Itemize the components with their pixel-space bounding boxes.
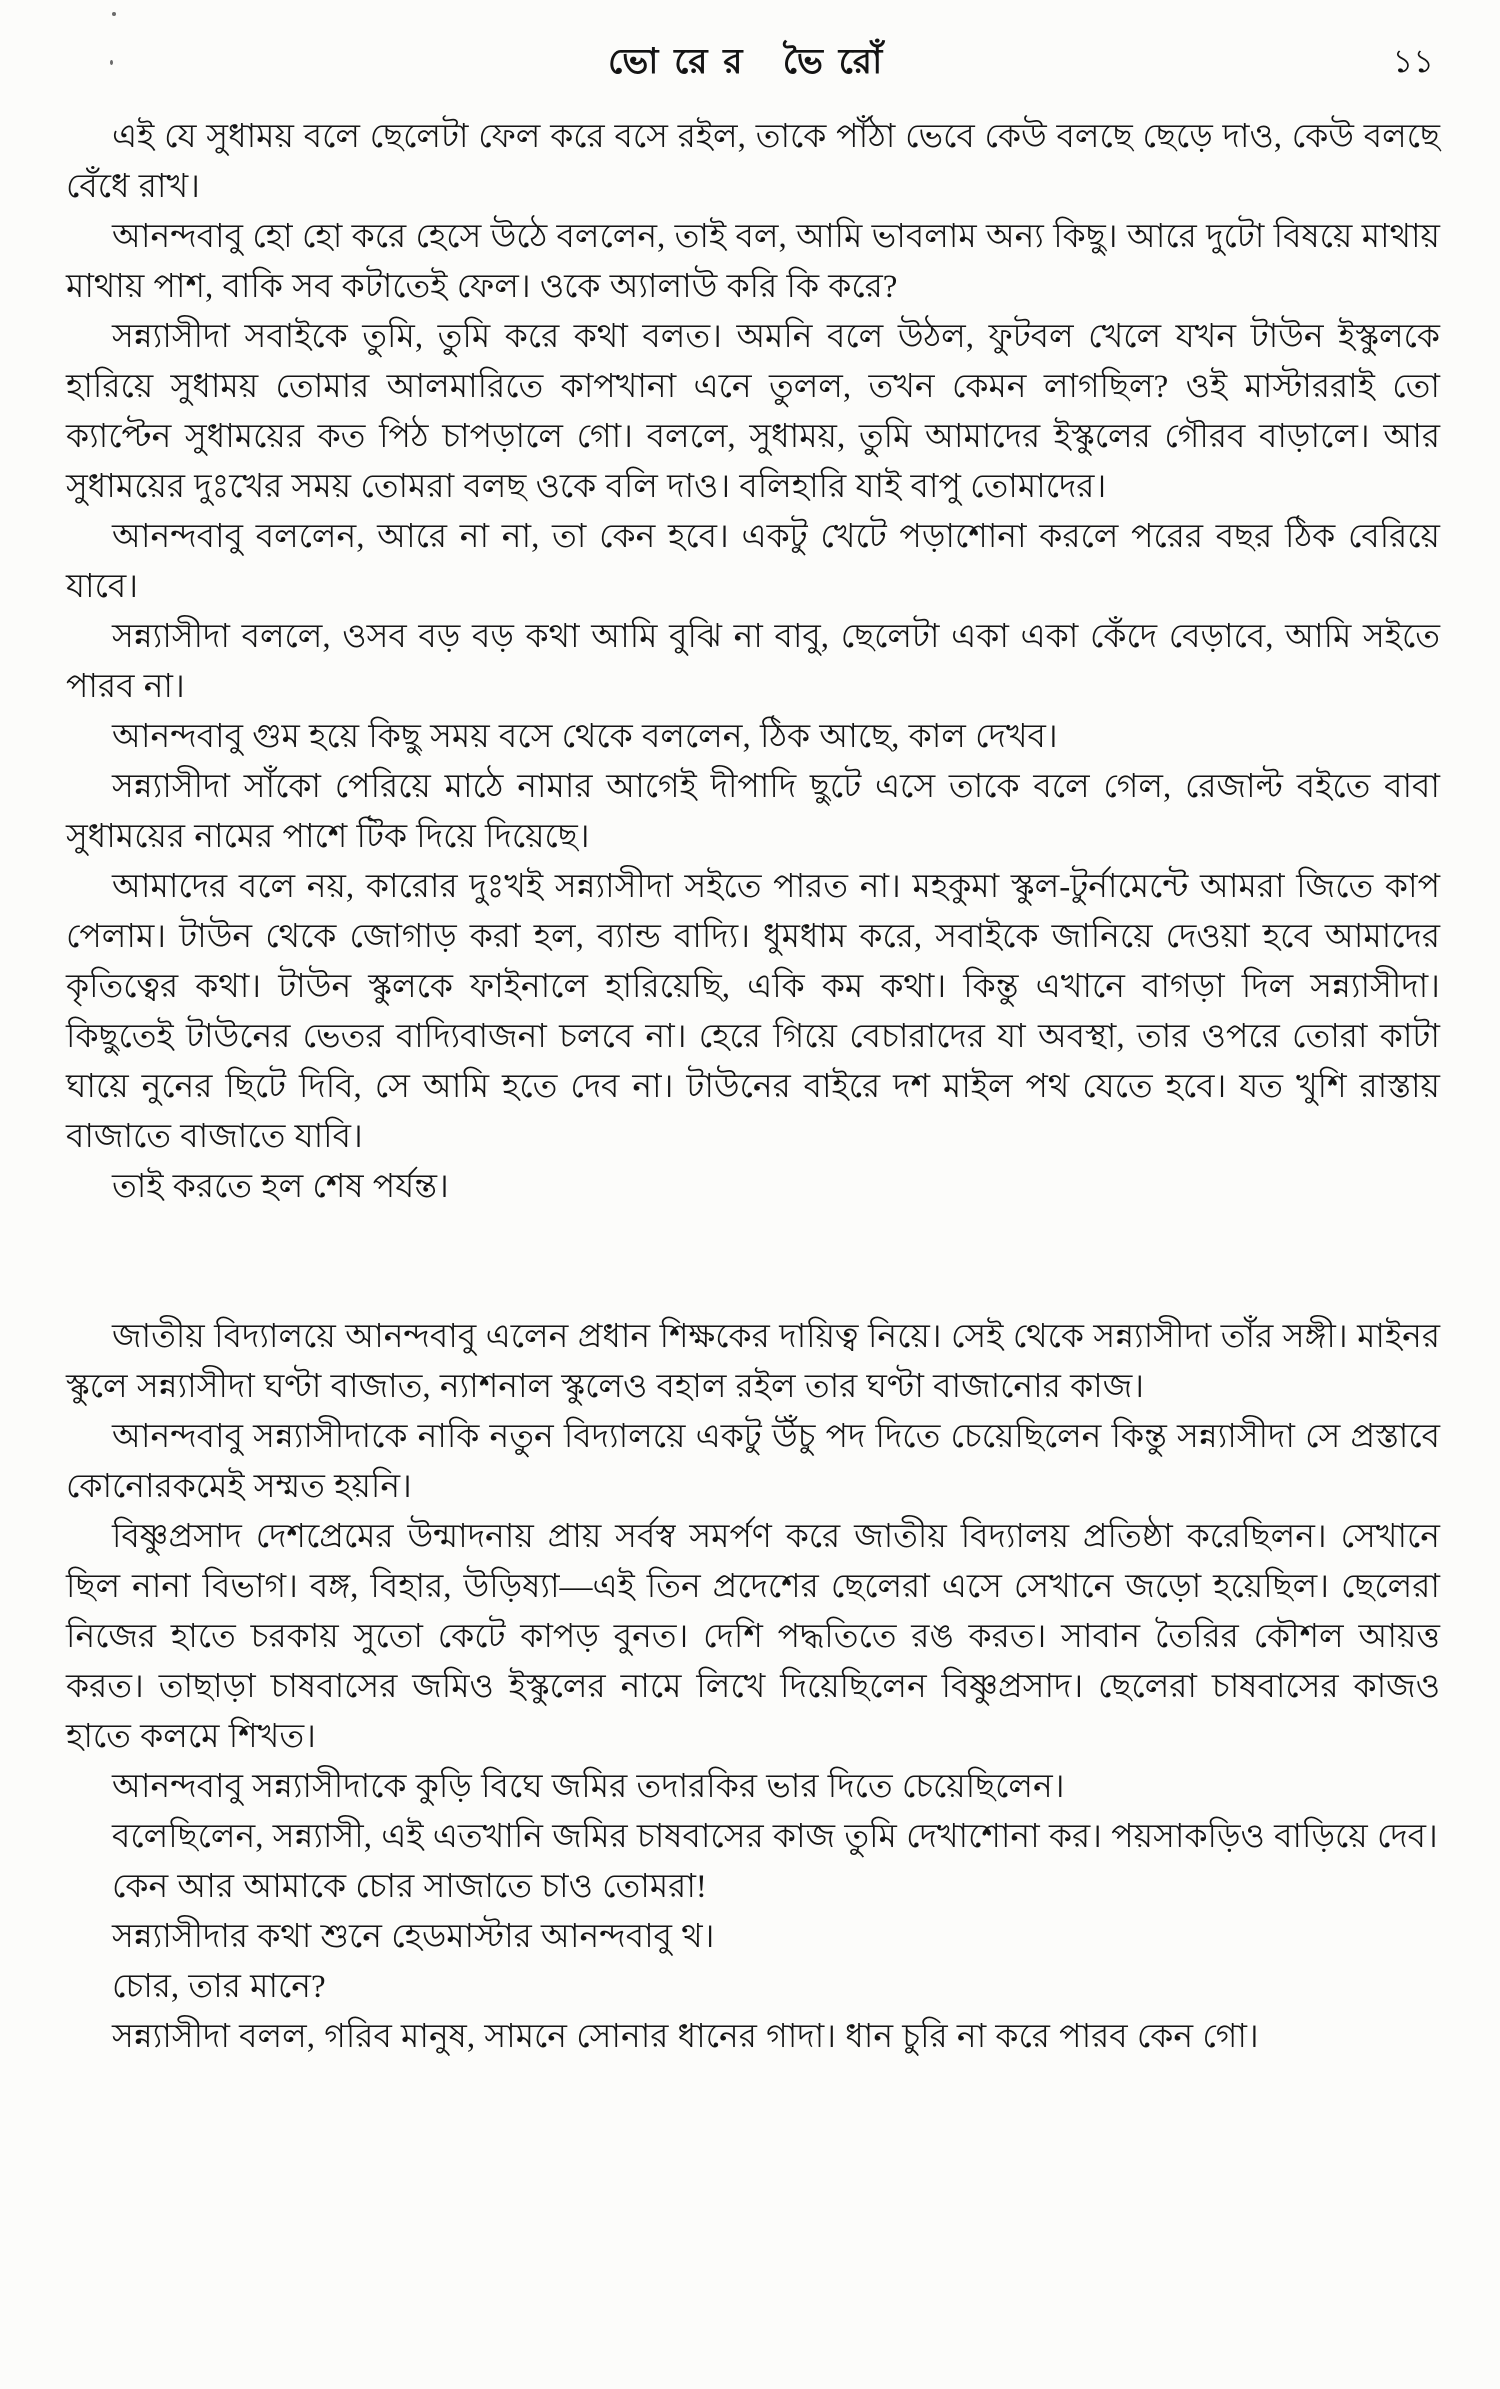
paragraph: বিষ্ণুপ্রসাদ দেশপ্রেমের উন্মাদনায় প্রায় সর্বস্ব সমর্পণ করে জাতীয় বিদ্যালয় প্রতিষ্ঠা করেছিলন। সেখানে ছিল নানা বিভাগ। বঙ্গ, বিহার, উড়িষ্যা—এই তিন প্রদেশের ছেলেরা এসে সেখানে জড়ো হয়েছিল। ছেলেরা নিজের হাতে চরকায় সুতো কেটে কাপড় বুনত। দেশি পদ্ধতিতে রঙ করত। সাবান তৈরির কৌশল আয়ত্ত করত। তাছাড়া চাষবাসের জমিও ইস্কুলের নামে লিখে দিয়েছিলেন বিষ্ণুপ্রসাদ। ছেলেরা চাষবাসের কাজও হাতে কলমে শিখত।: [66, 1519, 1440, 1755]
paragraph: এই যে সুধাময় বলে ছেলেটা ফেল করে বসে রইল, তাকে পাঁঠা ভেবে কেউ বলছে ছেড়ে দাও, কেউ বলছে বেঁধে রাখ।: [66, 119, 1440, 205]
paragraph: সন্ন্যাসীদা বললে, ওসব বড় বড় কথা আমি বুঝি না বাবু, ছেলেটা একা একা কেঁদে বেড়াবে, আমি সইতে পারব না।: [66, 619, 1440, 705]
paragraph: আনন্দবাবু সন্ন্যাসীদাকে কুড়ি বিঘে জমির তদারকির ভার দিতে চেয়েছিলেন।: [112, 1769, 1065, 1805]
body-text: [66, 112, 1440, 2062]
paragraph: চোর, তার মানে?: [112, 1969, 326, 2005]
book-title: ভোরের ভৈরোঁ: [608, 42, 898, 81]
paragraph: সন্ন্যাসীদা সবাইকে তুমি, তুমি করে কথা বলত। অমনি বলে উঠল, ফুটবল খেলে যখন টাউন ইস্কুলকে হারিয়ে সুধাময় তোমার আলমারিতে কাপখানা এনে তুলল, তখন কেমন লাগছিল? ওই মাস্টাররাই তো ক্যাপ্টেন সুধাময়ের কত পিঠ চাপড়ালে গো। বললে, সুধাময়, তুমি আমাদের ইস্কুলের গৌরব বাড়ালে। আর সুধাময়ের দুঃখের সময় তোমরা বলছ ওকে বলি দাও। বলিহারি যাই বাপু তোমাদের।: [66, 319, 1440, 505]
paragraph-section-start: জাতীয় বিদ্যালয়ে আনন্দবাবু এলেন প্রধান শিক্ষকের দায়িত্ব নিয়ে। সেই থেকে সন্ন্যাসীদা তাঁর সঙ্গী। মাইনর স্কুলে সন্ন্যাসীদা ঘণ্টা বাজাত, ন্যাশনাল স্কুলেও বহাল রইল তার ঘণ্টা বাজানোর কাজ।: [66, 1319, 1440, 1405]
paragraph: আনন্দবাবু গুম হয়ে কিছু সময় বসে থেকে বললেন, ঠিক আছে, কাল দেখব।: [112, 719, 1058, 755]
page-header: [66, 34, 1440, 90]
paragraph: আনন্দবাবু হো হো করে হেসে উঠে বললেন, তাই বল, আমি ভাবলাম অন্য কিছু। আরে দুটো বিষয়ে মাথায় মাথায় পাশ, বাকি সব কটাতেই ফেল। ওকে অ্যালাউ করি কি করে?: [66, 219, 1440, 305]
paragraph: তাই করতে হল শেষ পর্যন্ত।: [112, 1169, 449, 1205]
paragraph: আনন্দবাবু সন্ন্যাসীদাকে নাকি নতুন বিদ্যালয়ে একটু উঁচু পদ দিতে চেয়েছিলেন কিন্তু সন্ন্যাসীদা সে প্রস্তাবে কোনোরকমেই সম্মত হয়নি।: [66, 1419, 1440, 1505]
paragraph: সন্ন্যাসীদা সাঁকো পেরিয়ে মাঠে নামার আগেই দীপাদি ছুটে এসে তাকে বলে গেল, রেজাল্ট বইতে বাবা সুধাময়ের নামের পাশে টিক দিয়ে দিয়েছে।: [66, 769, 1440, 855]
paragraph: সন্ন্যাসীদার কথা শুনে হেডমাস্টার আনন্দবাবু থ।: [112, 1919, 715, 1955]
page-number: ১১: [1392, 43, 1434, 79]
paragraph: আনন্দবাবু বললেন, আরে না না, তা কেন হবে। একটু খেটে পড়াশোনা করলে পরের বছর ঠিক বেরিয়ে যাবে।: [66, 519, 1440, 605]
paragraph: বলেছিলেন, সন্ন্যাসী, এই এতখানি জমির চাষবাসের কাজ তুমি দেখাশোনা কর। পয়সাকড়িও বাড়িয়ে দেব।: [112, 1819, 1438, 1855]
paragraph: আমাদের বলে নয়, কারোর দুঃখই সন্ন্যাসীদা সইতে পারত না। মহকুমা স্কুল-টুর্নামেন্টে আমরা জিতে কাপ পেলাম। টাউন থেকে জোগাড় করা হল, ব্যান্ড বাদ্যি। ধুমধাম করে, সবাইকে জানিয়ে দেওয়া হবে আমাদের কৃতিত্বের কথা। টাউন স্কুলকে ফাইনালে হারিয়েছি, একি কম কথা। কিন্তু এখানে বাগড়া দিল সন্ন্যাসীদা। কিছুতেই টাউনের ভেতর বাদ্যিবাজনা চলবে না। হেরে গিয়ে বেচারাদের যা অবস্থা, তার ওপরে তোরা কাটা ঘায়ে নুনের ছিটে দিবি, সে আমি হতে দেব না। টাউনের বাইরে দশ মাইল পথ যেতে হবে। যত খুশি রাস্তায় বাজাতে বাজাতে যাবি।: [66, 869, 1440, 1155]
paragraph: কেন আর আমাকে চোর সাজাতে চাও তোমরা!: [112, 1869, 707, 1905]
scan-artifact-dot: [112, 12, 116, 16]
paragraph: সন্ন্যাসীদা বলল, গরিব মানুষ, সামনে সোনার ধানের গাদা। ধান চুরি না করে পারব কেন গো।: [112, 2019, 1259, 2055]
